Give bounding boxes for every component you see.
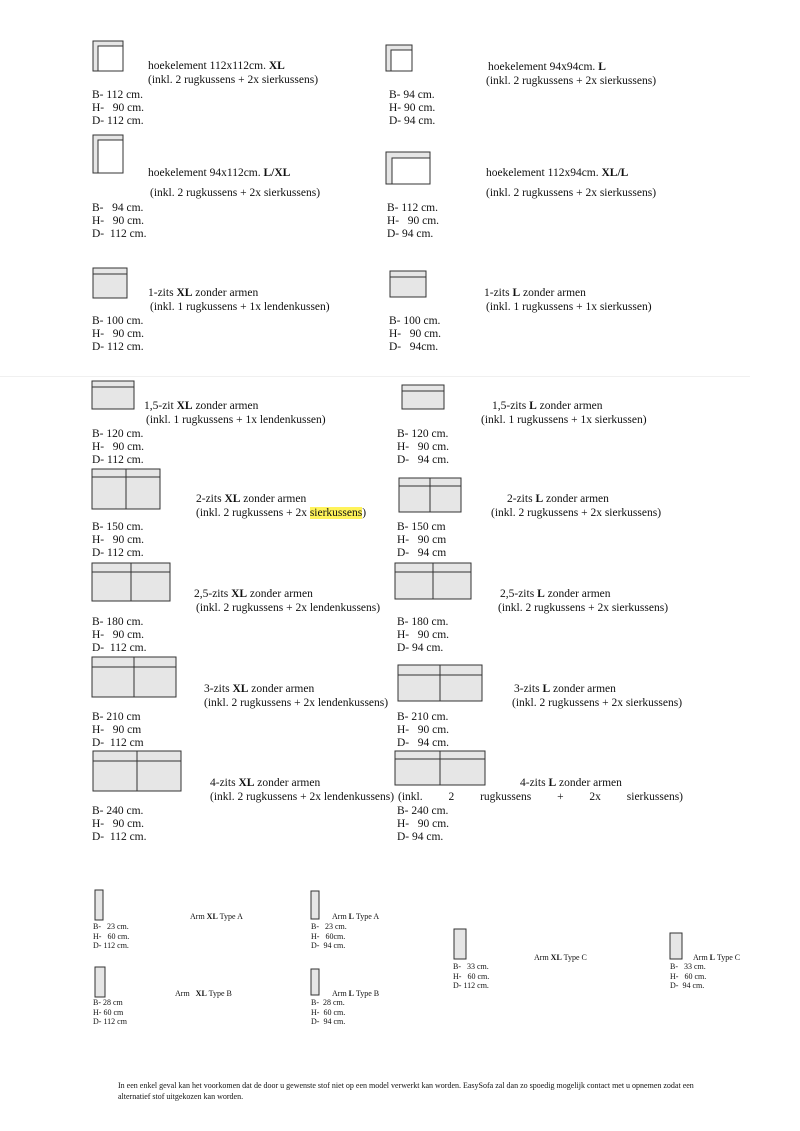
seat-4-xl-note: (inkl. 2 rugkussens + 2x lendenkussens)	[210, 791, 395, 803]
corner-lxl-title: hoekelement 94x112cm. L/XL	[148, 167, 291, 179]
corner-l-note: (inkl. 2 rugkussens + 2x sierkussens)	[486, 75, 657, 87]
arm-l-c-title: Arm L Type C	[693, 953, 741, 962]
seat-3-l-title: 3-zits L zonder armen	[514, 683, 616, 695]
seat-2-l-dims: B- 150 cm H- 90 cm D- 94 cm	[397, 521, 447, 559]
seat-4-xl-title: 4-zits XL zonder armen	[210, 777, 321, 789]
seat-3-l-dims: B- 210 cm. H- 90 cm. D- 94 cm.	[397, 711, 450, 749]
arm-l-a-title: Arm L Type A	[332, 912, 380, 921]
arm-xl-b-title: Arm XL Type B	[175, 989, 232, 998]
corner-xll-note: (inkl. 2 rugkussens + 2x sierkussens)	[486, 187, 657, 199]
seat-4-xl-dims: B- 240 cm. H- 90 cm. D- 112 cm.	[92, 805, 147, 843]
seat-4-l-title: 4-zits L zonder armen	[520, 777, 622, 789]
seat-3-xl-note: (inkl. 2 rugkussens + 2x lendenkussens)	[204, 697, 389, 709]
seat-1-l-diagram	[389, 270, 427, 298]
seat-25-xl-note: (inkl. 2 rugkussens + 2x lendenkussens)	[196, 602, 381, 614]
highlighted-word: sierkussens	[309, 507, 363, 519]
arm-l-b-dims: B- 28 cm. H- 60 cm. D- 94 cm.	[311, 998, 346, 1026]
seat-2-xl-diagram	[91, 468, 161, 510]
seat-25-xl-title: 2,5-zits XL zonder armen	[194, 588, 313, 600]
seat-4-l-diagram	[394, 750, 486, 786]
seat-2-xl-title: 2-zits XL zonder armen	[196, 493, 307, 505]
seat-25-l-dims: B- 180 cm. H- 90 cm. D- 94 cm.	[397, 616, 450, 654]
corner-xll-title: hoekelement 112x94cm. XL/L	[486, 167, 629, 179]
corner-xl-title: hoekelement 112x112cm. XL	[148, 60, 285, 72]
seat-2-l-title: 2-zits L zonder armen	[507, 493, 609, 505]
arm-xl-b-diagram	[94, 966, 106, 998]
seat-1-xl-dims: B- 100 cm. H- 90 cm. D- 112 cm.	[92, 315, 145, 353]
corner-l-dims: B- 94 cm. H- 90 cm. D- 94 cm.	[389, 89, 436, 127]
seat-25-l-note: (inkl. 2 rugkussens + 2x sierkussens)	[498, 602, 669, 614]
arm-xl-a-diagram	[94, 889, 104, 921]
section-divider	[0, 376, 750, 377]
corner-xll-dims: B- 112 cm. H- 90 cm. D- 94 cm.	[387, 202, 440, 240]
arm-xl-c-title: Arm XL Type C	[534, 953, 587, 962]
seat-15-l-diagram	[401, 384, 445, 410]
seat-15-l-note: (inkl. 1 rugkussens + 1x sierkussen)	[481, 414, 647, 426]
corner-lxl-dims: B- 94 cm. H- 90 cm. D- 112 cm.	[92, 202, 147, 240]
seat-2-l-diagram	[398, 477, 462, 513]
corner-xl-dims: B- 112 cm. H- 90 cm. D- 112 cm.	[92, 89, 145, 127]
arm-l-b-diagram	[310, 968, 320, 996]
corner-xl-diagram	[92, 40, 124, 72]
seat-3-xl-title: 3-zits XL zonder armen	[204, 683, 315, 695]
seat-15-l-title: 1,5-zits L zonder armen	[492, 400, 603, 412]
seat-1-xl-title: 1-zits XL zonder armen	[148, 287, 259, 299]
corner-l-diagram	[385, 44, 413, 72]
corner-xll-diagram	[385, 151, 431, 185]
arm-l-a-dims: B- 23 cm. H- 60cm. D- 94 cm.	[311, 922, 347, 950]
seat-1-l-dims: B- 100 cm. H- 90 cm. D- 94cm.	[389, 315, 442, 353]
seat-25-xl-diagram	[91, 562, 171, 602]
seat-2-xl-note: (inkl. 2 rugkussens + 2x sierkussens)	[196, 507, 367, 519]
footer-disclaimer: In een enkel geval kan het voorkomen dat de door u gewenste stof niet op een model verwerkt kan worden. EasySofa zal dan zo spoedig mogelijk contact met u opnemen zodat een alternatief stof uitgekozen kan worden.	[118, 1081, 694, 1101]
seat-1-l-title: 1-zits L zonder armen	[484, 287, 586, 299]
seat-15-l-dims: B- 120 cm. H- 90 cm. D- 94 cm.	[397, 428, 450, 466]
seat-15-xl-diagram	[91, 380, 135, 410]
arm-l-c-diagram	[669, 932, 683, 960]
seat-15-xl-title: 1,5-zit XL zonder armen	[144, 400, 259, 412]
seat-25-l-diagram	[394, 562, 472, 600]
seat-2-l-note: (inkl. 2 rugkussens + 2x sierkussens)	[491, 507, 662, 519]
arm-xl-c-dims: B- 33 cm. H- 60 cm. D- 112 cm.	[453, 962, 490, 990]
seat-25-xl-dims: B- 180 cm. H- 90 cm. D- 112 cm.	[92, 616, 147, 654]
seat-1-xl-note: (inkl. 1 rugkussens + 1x lendenkussen)	[150, 301, 330, 313]
arm-xl-a-dims: B- 23 cm. H- 60 cm. D- 112 cm.	[93, 922, 130, 950]
seat-1-xl-diagram	[92, 267, 128, 299]
corner-lxl-diagram	[92, 134, 124, 174]
seat-25-l-title: 2,5-zits L zonder armen	[500, 588, 611, 600]
seat-4-l-note: (inkl. 2 rugkussens + 2x sierkussens)	[398, 791, 683, 803]
seat-3-l-diagram	[397, 664, 483, 702]
arm-xl-b-dims: B- 28 cm H- 60 cm D- 112 cm	[93, 998, 127, 1026]
seat-1-l-note: (inkl. 1 rugkussens + 1x sierkussen)	[486, 301, 652, 313]
seat-3-xl-diagram	[91, 656, 177, 698]
seat-3-xl-dims: B- 210 cm H- 90 cm D- 112 cm	[92, 711, 144, 749]
arm-l-a-diagram	[310, 890, 320, 920]
arm-l-c-dims: B- 33 cm. H- 60 cm. D- 94 cm.	[670, 962, 707, 990]
arm-xl-a-title: Arm XL Type A	[190, 912, 243, 921]
arm-l-b-title: Arm L Type B	[332, 989, 380, 998]
seat-2-xl-dims: B- 150 cm. H- 90 cm. D- 112 cm.	[92, 521, 145, 559]
corner-xl-note: (inkl. 2 rugkussens + 2x sierkussens)	[148, 74, 319, 86]
corner-lxl-note: (inkl. 2 rugkussens + 2x sierkussens)	[150, 187, 321, 199]
seat-4-l-dims: B- 240 cm. H- 90 cm. D- 94 cm.	[397, 805, 450, 843]
corner-l-title: hoekelement 94x94cm. L	[488, 61, 606, 73]
seat-15-xl-dims: B- 120 cm. H- 90 cm. D- 112 cm.	[92, 428, 145, 466]
seat-4-xl-diagram	[92, 750, 182, 792]
arm-xl-c-diagram	[453, 928, 467, 960]
seat-3-l-note: (inkl. 2 rugkussens + 2x sierkussens)	[512, 697, 683, 709]
seat-15-xl-note: (inkl. 1 rugkussens + 1x lendenkussen)	[146, 414, 326, 426]
